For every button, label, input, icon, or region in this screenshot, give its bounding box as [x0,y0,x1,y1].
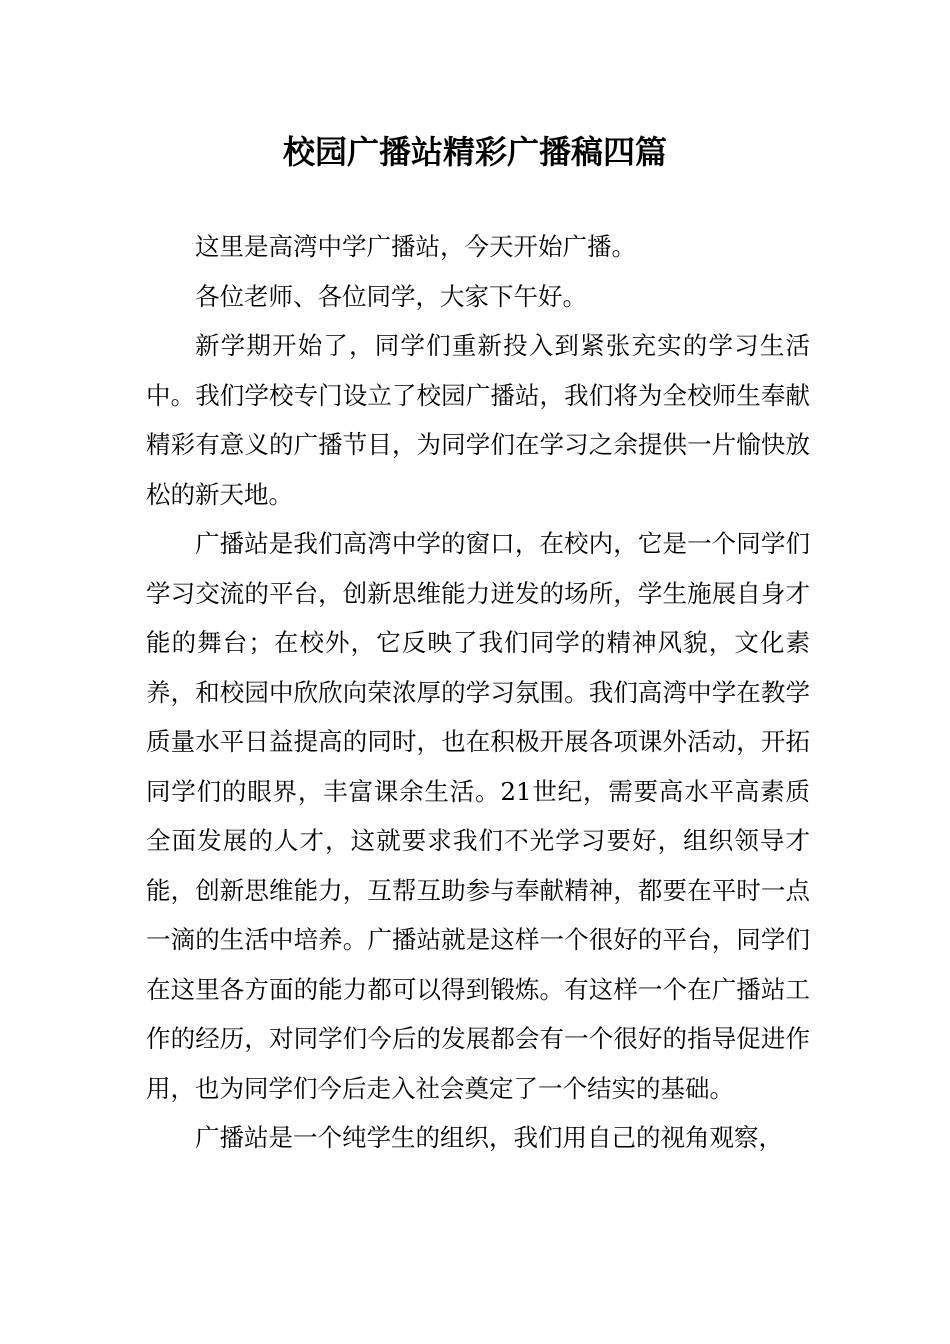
document-body [146,222,810,1163]
paragraph-greeting-station: 这里是高湾中学广播站，今天开始广播。 [195,232,636,261]
paragraph-new-semester: 新学期开始了，同学们重新投入到紧张充实的学习生活中。我们学校专门设立了校园广播站，我们将为全校师生奉献精彩有意义的广播节目，为同学们在学习之余提供一片愉快放松的新天地。 [146,331,810,509]
paragraph-greeting-audience: 各位老师、各位同学，大家下午好。 [195,281,587,311]
paragraph-station-role: 广播站是我们高湾中学的窗口，在校内，它是一个同学们学习交流的平台，创新思维能力迸发的场所，学生施展自身才能的舞台；在校外，它反映了我们同学的精神风貌，文化素养，和校园中欣欣向荣浓厚的学习氛围。我们高湾中学在教学质量水平日益提高的同时，也在积极开展各项课外活动，开拓同学们的眼界，丰富课余生活。21世纪，需要高水平高素质全面发展的人才，这就要求我们不光学习要好，组织领导才能，创新思维能力，互帮互助参与奉献精神，都要在平时一点一滴的生活中培养。广播站就是这样一个很好的平台，同学们在这里各方面的能力都可以得到锻炼。有这样一个在广播站工作的经历，对同学们今后的发展都会有一个很好的指导促进作用，也为同学们今后走入社会奠定了一个结实的基础。 [146,529,810,1103]
paragraph-student-organization: 广播站是一个纯学生的组织，我们用自己的视角观察， [195,1123,783,1152]
document-title: 校园广播站精彩广播稿四篇 [282,133,667,171]
